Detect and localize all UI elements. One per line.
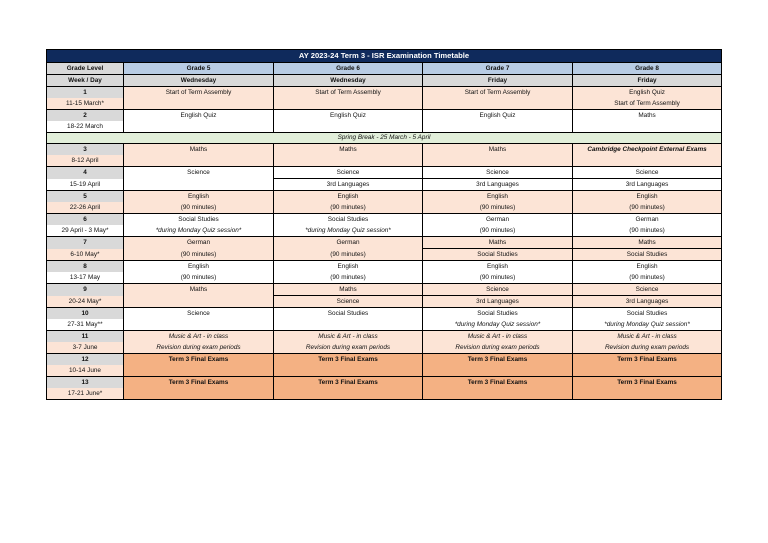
w5-g5-subject: English (124, 191, 274, 203)
w13-g8-cell: Term 3 Final Exams (573, 377, 722, 400)
week-dates: 8-12 April (47, 155, 124, 167)
w7-g5-subject: German (124, 237, 274, 249)
w4-g6-cell-top: Science (274, 167, 423, 179)
w12-g5-cell: Term 3 Final Exams (124, 354, 274, 377)
week-dates: 3-7 June (47, 342, 124, 354)
w10-g7-note: *during Monday Quiz session* (423, 319, 573, 331)
w7-g8-cell-bottom: Social Studies (573, 249, 722, 261)
grade-7-header: Grade 7 (423, 63, 573, 75)
grade-7-day: Friday (423, 75, 573, 87)
w11-g8-cell-bottom: Revision during exam periods (573, 342, 722, 354)
w12-g6-cell: Term 3 Final Exams (274, 354, 423, 377)
week-dates: 13-17 May (47, 272, 124, 284)
w12-g7-cell: Term 3 Final Exams (423, 354, 573, 377)
w4-g5-cell: Science (124, 167, 274, 191)
grade-6-day: Wednesday (274, 75, 423, 87)
w9-g7-cell-top: Science (423, 284, 573, 296)
w10-g8-subject: Social Studies (573, 308, 722, 320)
w11-g8-cell-top: Music & Art - in class (573, 331, 722, 343)
w11-g7-cell-top: Music & Art - in class (423, 331, 573, 343)
week-dates: 29 April - 3 May* (47, 225, 124, 237)
w5-g8-duration: (90 minutes) (573, 202, 722, 214)
w1-g8-cell-top: English Quiz (573, 87, 722, 99)
week-dates: 15-19 April (47, 179, 124, 191)
w4-g6-cell-bottom: 3rd Languages (274, 179, 423, 191)
week-number: 12 (47, 354, 124, 366)
w9-g5-cell: Maths (124, 284, 274, 308)
w6-g5-subject: Social Studies (124, 214, 274, 226)
w11-g6-cell-top: Music & Art - in class (274, 331, 423, 343)
week-day-header: Week / Day (47, 75, 124, 87)
w9-g7-cell-bottom: 3rd Languages (423, 296, 573, 308)
w4-g8-cell-bottom: 3rd Languages (573, 179, 722, 191)
w7-g5-duration: (90 minutes) (124, 249, 274, 261)
w9-g6-cell-bottom: Science (274, 296, 423, 308)
w7-g6-duration: (90 minutes) (274, 249, 423, 261)
week-dates: 11-15 March* (47, 98, 124, 110)
w9-g6-cell-top: Maths (274, 284, 423, 296)
w6-g8-duration: (90 minutes) (573, 225, 722, 237)
week-number: 8 (47, 261, 124, 273)
week-number: 2 (47, 110, 124, 122)
grade-8-day: Friday (573, 75, 722, 87)
w13-g6-cell: Term 3 Final Exams (274, 377, 423, 400)
grade-6-header: Grade 6 (274, 63, 423, 75)
w3-g5-cell: Maths (124, 144, 274, 167)
w10-g5-cell: Science (124, 308, 274, 331)
week-number: 5 (47, 191, 124, 203)
w5-g7-subject: English (423, 191, 573, 203)
week-number: 9 (47, 284, 124, 296)
w6-g7-subject: German (423, 214, 573, 226)
w8-g7-subject: English (423, 261, 573, 273)
grade-level-header: Grade Level (47, 63, 124, 75)
w8-g7-duration: (90 minutes) (423, 272, 573, 284)
exam-timetable (46, 49, 721, 400)
w8-g8-subject: English (573, 261, 722, 273)
week-number: 1 (47, 87, 124, 99)
grade-8-header: Grade 8 (573, 63, 722, 75)
w7-g7-cell-bottom: Social Studies (423, 249, 573, 261)
week-dates: 22-26 April (47, 202, 124, 214)
w5-g6-subject: English (274, 191, 423, 203)
w2-g6-cell: English Quiz (274, 110, 423, 133)
w9-g8-cell-top: Science (573, 284, 722, 296)
w7-g6-subject: German (274, 237, 423, 249)
grade-5-day: Wednesday (124, 75, 274, 87)
w3-g8-cell: Cambridge Checkpoint External Exams (573, 144, 722, 167)
w2-g7-cell: English Quiz (423, 110, 573, 133)
w6-g6-subject: Social Studies (274, 214, 423, 226)
w10-g7-subject: Social Studies (423, 308, 573, 320)
w13-g7-cell: Term 3 Final Exams (423, 377, 573, 400)
w4-g7-cell-top: Science (423, 167, 573, 179)
w10-g6-cell: Social Studies (274, 308, 423, 331)
w11-g7-cell-bottom: Revision during exam periods (423, 342, 573, 354)
week-number: 11 (47, 331, 124, 343)
w2-g8-cell: Maths (573, 110, 722, 133)
w1-g5-cell: Start of Term Assembly (124, 87, 274, 110)
spring-break-banner: Spring Break - 25 March - 5 April (47, 133, 722, 144)
w5-g6-duration: (90 minutes) (274, 202, 423, 214)
w6-g7-duration: (90 minutes) (423, 225, 573, 237)
w1-g7-cell: Start of Term Assembly (423, 87, 573, 110)
week-number: 4 (47, 167, 124, 179)
w2-g5-cell: English Quiz (124, 110, 274, 133)
w7-g8-cell-top: Maths (573, 237, 722, 249)
w3-g6-cell: Maths (274, 144, 423, 167)
w8-g6-subject: English (274, 261, 423, 273)
week-number: 10 (47, 308, 124, 320)
w6-g6-note: *during Monday Quiz session* (274, 225, 423, 237)
week-dates: 6-10 May* (47, 249, 124, 261)
w13-g5-cell: Term 3 Final Exams (124, 377, 274, 400)
w1-g6-cell: Start of Term Assembly (274, 87, 423, 110)
w5-g7-duration: (90 minutes) (423, 202, 573, 214)
w4-g7-cell-bottom: 3rd Languages (423, 179, 573, 191)
w6-g5-note: *during Monday Quiz session* (124, 225, 274, 237)
w6-g8-subject: German (573, 214, 722, 226)
week-dates: 17-21 June* (47, 388, 124, 400)
w11-g5-cell-bottom: Revision during exam periods (124, 342, 274, 354)
week-dates: 27-31 May** (47, 319, 124, 331)
w11-g5-cell-top: Music & Art - in class (124, 331, 274, 343)
w9-g8-cell-bottom: 3rd Languages (573, 296, 722, 308)
week-number: 13 (47, 377, 124, 389)
week-number: 3 (47, 144, 124, 156)
w10-g8-note: *during Monday Quiz session* (573, 319, 722, 331)
w4-g8-cell-top: Science (573, 167, 722, 179)
w3-g7-cell: Maths (423, 144, 573, 167)
week-dates: 10-14 June (47, 365, 124, 377)
w5-g8-subject: English (573, 191, 722, 203)
week-number: 6 (47, 214, 124, 226)
week-dates: 20-24 May* (47, 296, 124, 308)
w8-g5-subject: English (124, 261, 274, 273)
timetable-title: AY 2023-24 Term 3 - ISR Examination Timetable (47, 50, 722, 63)
w8-g5-duration: (90 minutes) (124, 272, 274, 284)
w8-g6-duration: (90 minutes) (274, 272, 423, 284)
w1-g8-cell-bottom: Start of Term Assembly (573, 98, 722, 110)
week-dates: 18-22 March (47, 121, 124, 133)
w8-g8-duration: (90 minutes) (573, 272, 722, 284)
w11-g6-cell-bottom: Revision during exam periods (274, 342, 423, 354)
w7-g7-cell-top: Maths (423, 237, 573, 249)
w5-g5-duration: (90 minutes) (124, 202, 274, 214)
grade-5-header: Grade 5 (124, 63, 274, 75)
w12-g8-cell: Term 3 Final Exams (573, 354, 722, 377)
week-number: 7 (47, 237, 124, 249)
